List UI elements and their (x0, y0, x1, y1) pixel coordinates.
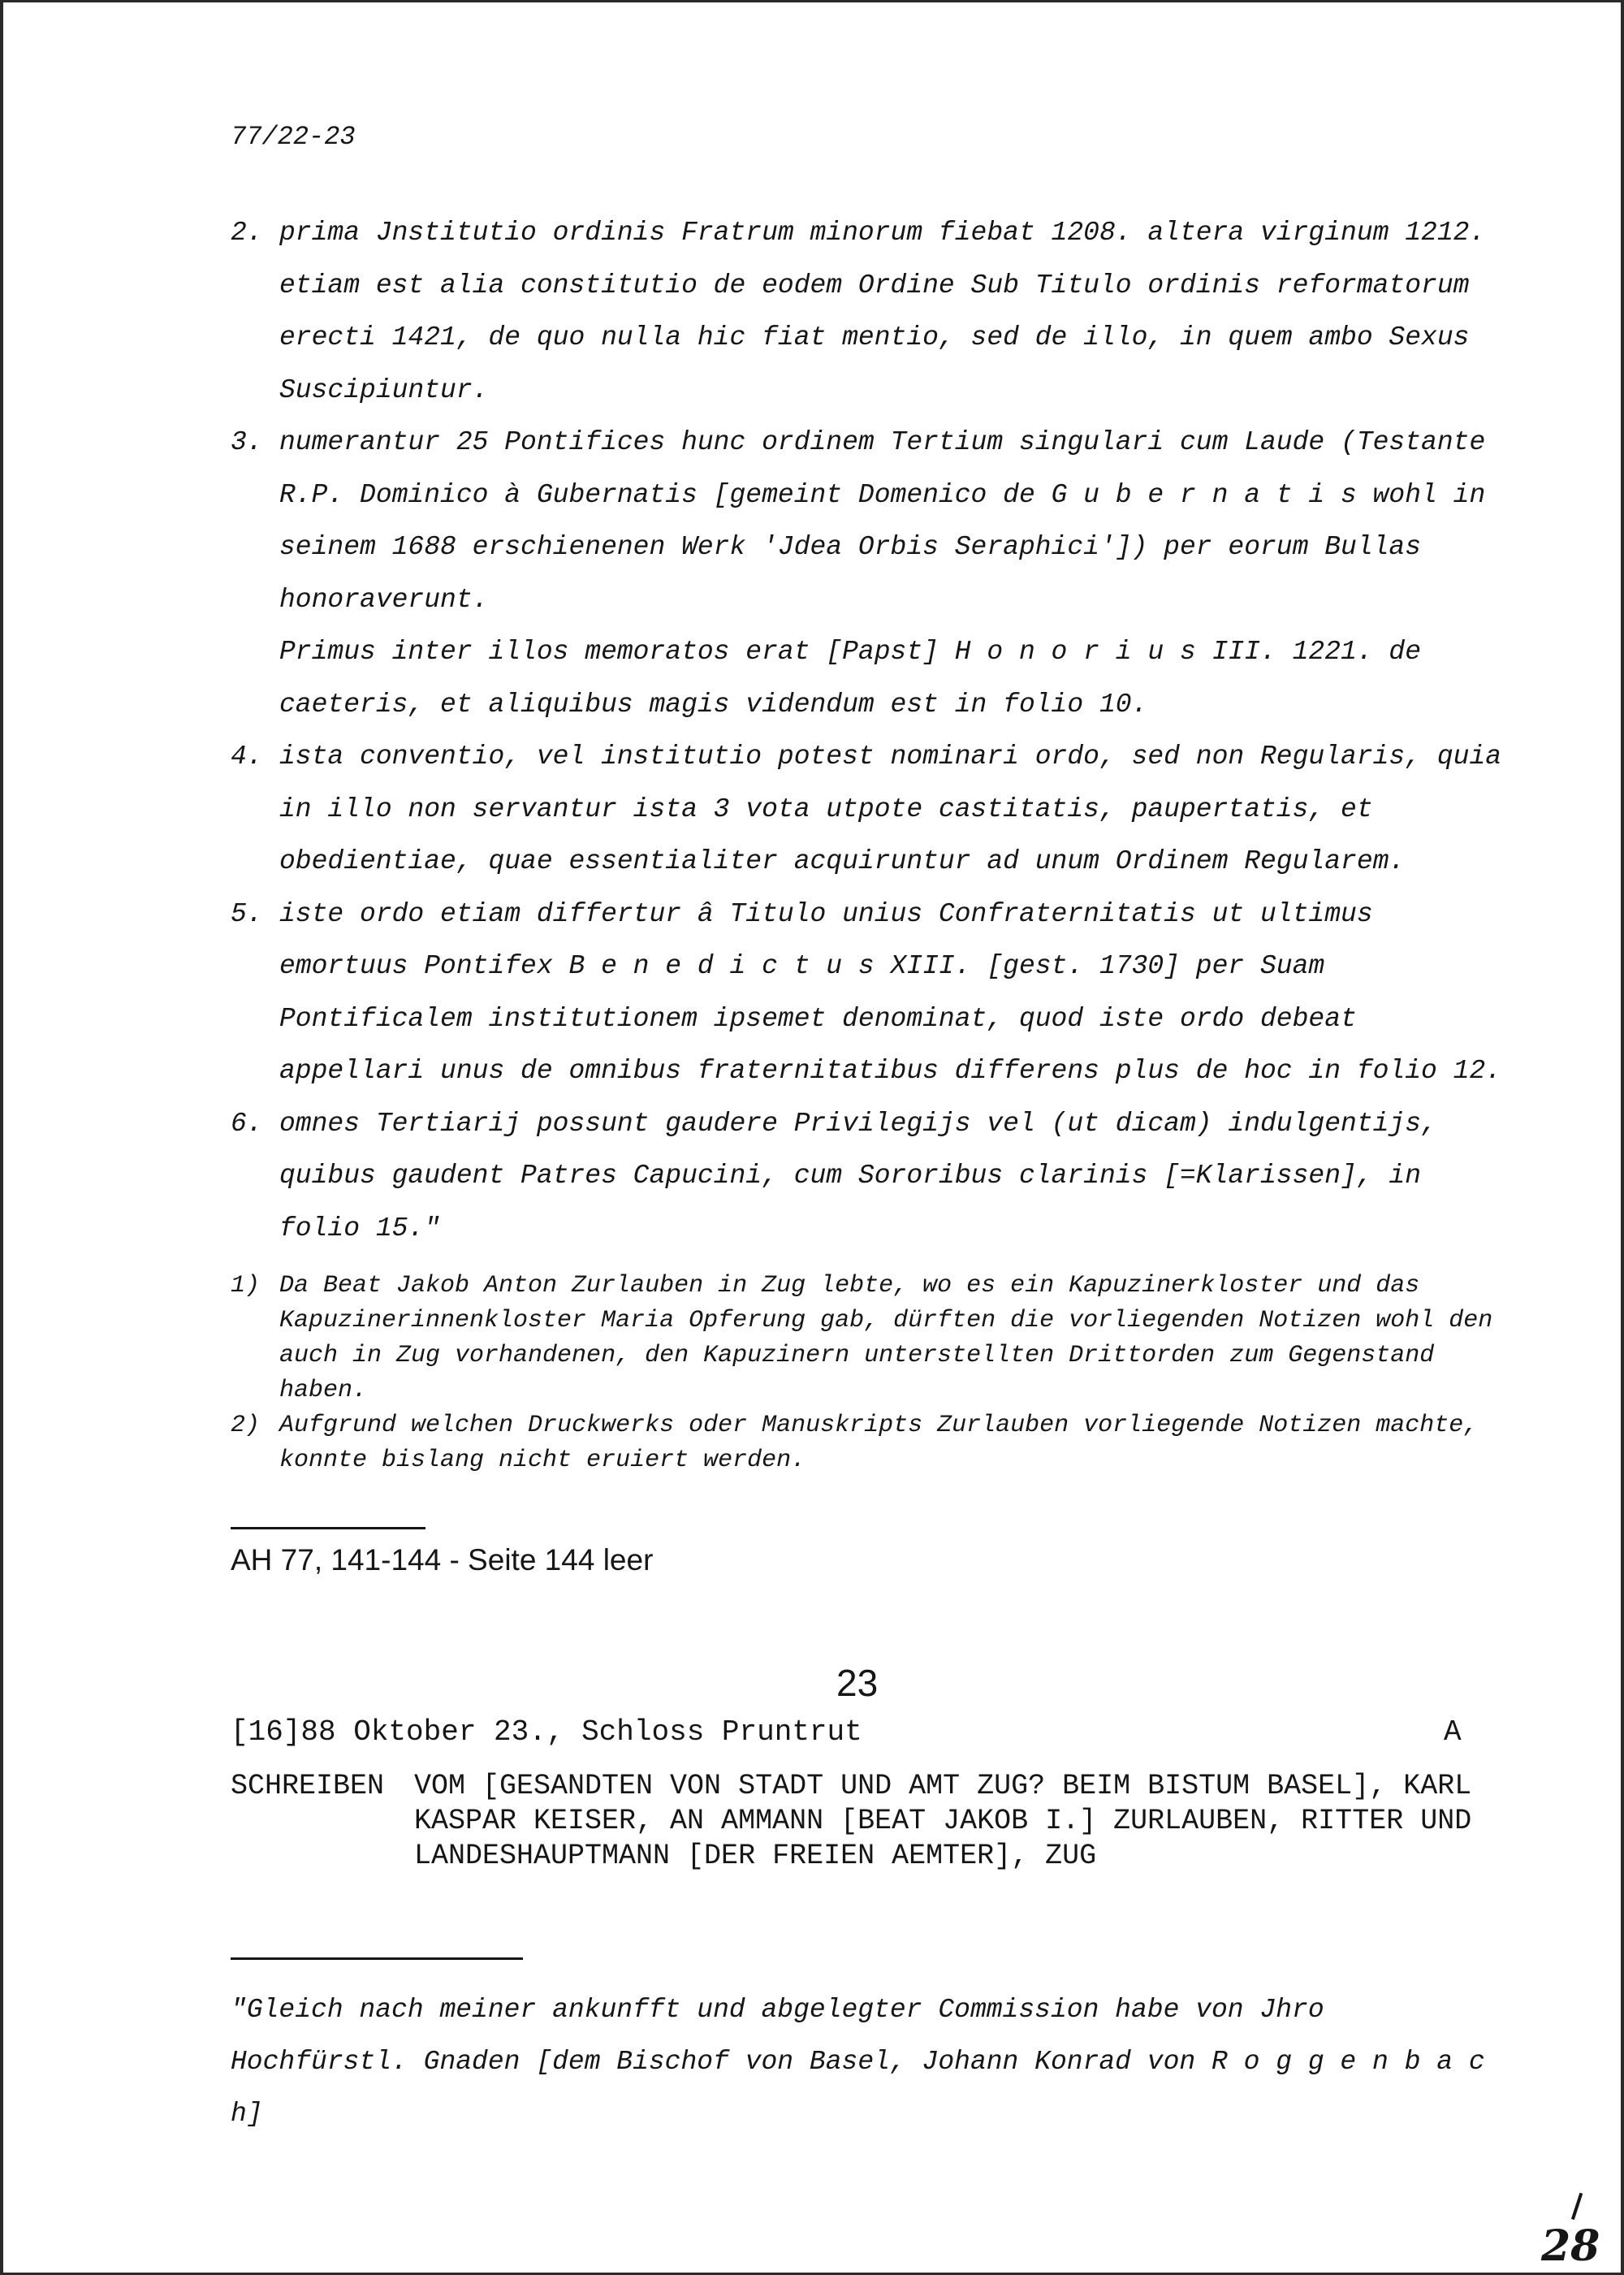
folio-number: 28 (1541, 2221, 1600, 2271)
entry-text: omnes Tertiarij possunt gaudere Privilegijs vel (ut dicam) indulgentijs, quibus gaudent Patres Capucini, cum Sororibus clarinis [=Klarissen], in folio 15." (279, 1108, 1437, 1243)
document-quote: "Gleich nach meiner ankunfft und abgelegter Commission habe von Jhro Hochfürstl. Gnaden [dem Bischof von Basel, Johann Konrad von R o g g e n b a c h] (231, 1995, 1485, 2129)
separator-rule (231, 1527, 425, 1529)
entry-text: numerantur 25 Pontifices hunc ordinem Tertium singulari cum Laude (Testante R.P. Dominico à Gubernatis [gemeint Domenico de G u b e r n a t i s wohl in seinem 1688 erschienenen Werk 'Jdea Orbis Seraphici']) per eorum Bullas honoraverunt. (279, 427, 1486, 615)
entry-3-continuation: Primus inter illos memoratos erat [Papst] H o n o r i u s III. 1221. de caeteris, et aliquibus magis videndum est in folio 10. (279, 637, 1422, 720)
page-reference: 77/22-23 (231, 122, 356, 152)
footnote-1 (231, 1269, 1514, 1408)
entry-number: 5. (231, 898, 263, 929)
entry-4 (231, 731, 1514, 889)
footnote-number: 2) (231, 1412, 261, 1439)
footnote-number: 1) (231, 1272, 261, 1300)
regest-label: SCHREIBEN (231, 1770, 385, 1802)
document-regest (231, 1769, 1497, 1874)
entry-5 (231, 889, 1514, 1098)
scan-edge-left (0, 0, 3, 2275)
separator-rule (231, 1957, 523, 1960)
entry-text: iste ordo etiam differtur â Titulo unius Confraternitatis ut ultimus emortuus Pontifex B e n e d i c t u s XIII. [gest. 1730] per Suam Pontificalem institutionem ipsemet denominat, quod iste ordo debeat appellari unus de omnibus fraternitatibus differens plus de hoc in folio 12. (279, 898, 1502, 1086)
entry-number: 2. (231, 218, 263, 248)
entry-number: 3. (231, 427, 263, 457)
entry-text: prima Jnstitutio ordinis Fratrum minorum fiebat 1208. altera virginum 1212. etiam est alia constitutio de eodem Ordine Sub Titulo ordinis reformatorum erecti 1421, de quo nulla hic fiat mentio, sed de illo, in quem ambo Sexus Suscipiuntur. (279, 218, 1486, 405)
folio-check-mark (1571, 2193, 1586, 2221)
numbered-entries (231, 207, 1514, 1255)
document-number: 23 (836, 1662, 879, 1704)
document-grade: A (1444, 1715, 1462, 1749)
document-dateline: [16]88 Oktober 23., Schloss Pruntrut (231, 1715, 862, 1749)
footnote-text: Aufgrund welchen Druckwerks oder Manuskripts Zurlauben vorliegende Notizen machte, konnte bislang nicht eruiert werden. (279, 1412, 1479, 1474)
entry-number: 6. (231, 1108, 263, 1139)
entry-3 (231, 417, 1514, 626)
entry-6 (231, 1098, 1514, 1256)
archive-reference: AH 77, 141-144 - Seite 144 leer (231, 1543, 654, 1576)
entry-2 (231, 207, 1514, 417)
entry-number: 4. (231, 742, 263, 772)
scan-edge-right (1621, 0, 1624, 2275)
scan-edge-top (0, 0, 1624, 2)
regest-text: VOM [GESANDTEN VON STADT UND AMT ZUG? BEIM BISTUM BASEL], KARL KASPAR KEISER, AN AMMANN [BEAT JAKOB I.] ZURLAUBEN, RITTER UND LANDESHAUPTMANN [DER FREIEN AEMTER], ZUG (414, 1770, 1472, 1872)
footnotes (231, 1269, 1514, 1478)
entry-text: ista conventio, vel institutio potest nominari ordo, sed non Regularis, quia in illo non servantur ista 3 vota utpote castitatis, paupertatis, et obedientiae, quae essentialiter acquiruntur ad unum Ordinem Regularem. (279, 742, 1502, 876)
footnote-2 (231, 1408, 1514, 1478)
footnote-text: Da Beat Jakob Anton Zurlauben in Zug lebte, wo es ein Kapuzinerkloster und das Kapuzinerinnenkloster Maria Opferung gab, dürften die vorliegenden Notizen wohl den auch in Zug vorhandenen, den Kapuzinern unterstellten Drittorden zum Gegenstand haben. (279, 1272, 1493, 1404)
